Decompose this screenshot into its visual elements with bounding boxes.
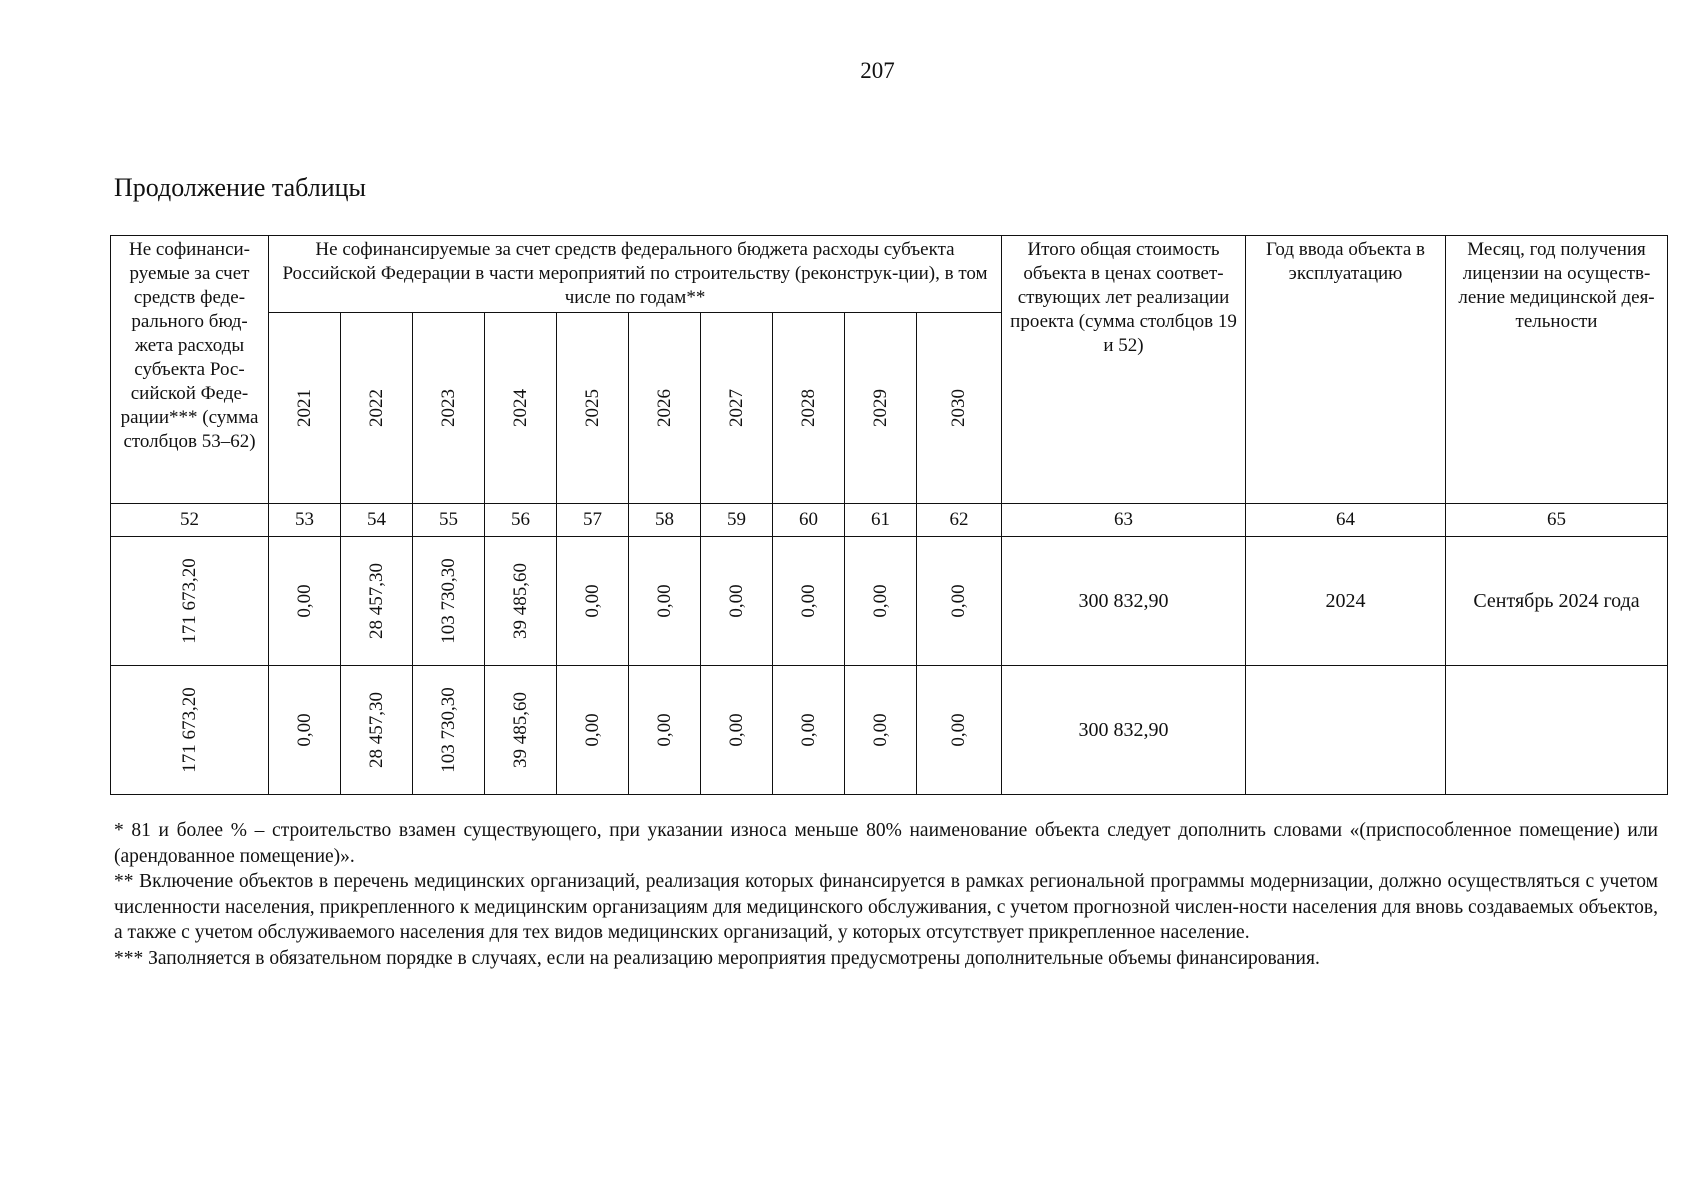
header-cell-col52: Не софинанси-руемые за счет средств феде-рального бюд-жета расходы субъекта Рос-сийской Феде-рации*** (сумма столбцов 53–62) — [111, 236, 269, 504]
year-value-cell: 103 730,30 — [413, 537, 485, 666]
header-year-cell: 2029 — [845, 313, 917, 504]
column-number-cell: 62 — [917, 504, 1002, 537]
column-number-cell: 57 — [557, 504, 629, 537]
year-value-cell: 0,00 — [917, 537, 1002, 666]
header-year-cell: 2021 — [269, 313, 341, 504]
column-number-cell: 54 — [341, 504, 413, 537]
header-cell-col65: Месяц, год получения лицензии на осуществ-ление медицинской дея-тельности — [1446, 236, 1668, 504]
year-value-cell: 0,00 — [269, 666, 341, 795]
total-cost-cell: 300 832,90 — [1002, 537, 1246, 666]
year-value-cell: 39 485,60 — [485, 666, 557, 795]
column-number-cell: 56 — [485, 504, 557, 537]
year-value-cell: 103 730,30 — [413, 666, 485, 795]
header-year-cell: 2022 — [341, 313, 413, 504]
header-row — [111, 236, 1668, 313]
year-value-cell: 0,00 — [629, 537, 701, 666]
column-number-cell: 64 — [1246, 504, 1446, 537]
year-value-cell: 0,00 — [845, 537, 917, 666]
table-row — [111, 666, 1668, 795]
data-table — [110, 235, 1668, 795]
column-number-cell: 65 — [1446, 504, 1668, 537]
year-value-cell: 0,00 — [845, 666, 917, 795]
column-numbers-row — [111, 504, 1668, 537]
footnote-1: * 81 и более % – строительство взамен существующего, при указании износа меньше 80% наименование объекта следует дополнить словами «(приспособленное помещение) или (арендованное помещение)». — [114, 820, 1658, 867]
header-cell-col64: Год ввода объекта в эксплуатацию — [1246, 236, 1446, 504]
footnote-3: *** Заполняется в обязательном порядке в случаях, если на реализацию мероприятия предусмотрены дополнительные объемы финансирования. — [114, 947, 1320, 969]
header-year-cell: 2027 — [701, 313, 773, 504]
header-year-cell: 2025 — [557, 313, 629, 504]
year-value-cell: 39 485,60 — [485, 537, 557, 666]
year-value-cell: 0,00 — [629, 666, 701, 795]
year-value-cell: 0,00 — [773, 666, 845, 795]
year-value-cell: 28 457,30 — [341, 537, 413, 666]
license-date-cell: Сентябрь 2024 года — [1446, 537, 1668, 666]
page-number: 207 — [860, 58, 895, 83]
column-number-cell: 52 — [111, 504, 269, 537]
total-cost-cell: 300 832,90 — [1002, 666, 1246, 795]
column-number-cell: 53 — [269, 504, 341, 537]
column-number-cell: 59 — [701, 504, 773, 537]
year-value-cell: 28 457,30 — [341, 666, 413, 795]
header-year-cell: 2028 — [773, 313, 845, 504]
year-value-cell: 0,00 — [773, 537, 845, 666]
year-value-cell: 0,00 — [701, 537, 773, 666]
header-year-cell: 2023 — [413, 313, 485, 504]
table-caption: Продолжение таблицы — [114, 173, 366, 202]
year-value-cell: 0,00 — [557, 666, 629, 795]
table-row — [111, 537, 1668, 666]
year-value-cell: 0,00 — [701, 666, 773, 795]
license-date-cell — [1446, 666, 1668, 795]
commission-year-cell — [1246, 666, 1446, 795]
footnote-2: ** Включение объектов в перечень медицинских организаций, реализация которых финансируется в рамках региональной программы модернизации, должно осуществляться с учетом численности населения, прикрепленного к медицинским организациям для медицинского обслуживания, с учетом прогнозной числен-ности населения для вновь создаваемых объектов, а также с учетом обслуживаемого населения для тех видов медицинских организаций, у которых отсутствует прикрепленное население. — [114, 871, 1658, 943]
year-value-cell: 0,00 — [557, 537, 629, 666]
year-value-cell: 0,00 — [917, 666, 1002, 795]
column-number-cell: 58 — [629, 504, 701, 537]
total-regional-cell: 171 673,20 — [111, 537, 269, 666]
header-year-cell: 2030 — [917, 313, 1002, 504]
footnotes — [114, 818, 1658, 971]
column-number-cell: 60 — [773, 504, 845, 537]
commission-year-cell: 2024 — [1246, 537, 1446, 666]
column-number-cell: 61 — [845, 504, 917, 537]
header-year-cell: 2026 — [629, 313, 701, 504]
column-number-cell: 63 — [1002, 504, 1246, 537]
column-number-cell: 55 — [413, 504, 485, 537]
header-cell-col63: Итого общая стоимость объекта в ценах соответ-ствующих лет реализации проекта (сумма столбцов 19 и 52) — [1002, 236, 1246, 504]
total-regional-cell: 171 673,20 — [111, 666, 269, 795]
year-value-cell: 0,00 — [269, 537, 341, 666]
header-year-cell: 2024 — [485, 313, 557, 504]
header-cell-by-years-group: Не софинансируемые за счет средств федерального бюджета расходы субъекта Российской Федерации в части мероприятий по строительству (реконструк-ции), в том числе по годам** — [269, 236, 1002, 313]
